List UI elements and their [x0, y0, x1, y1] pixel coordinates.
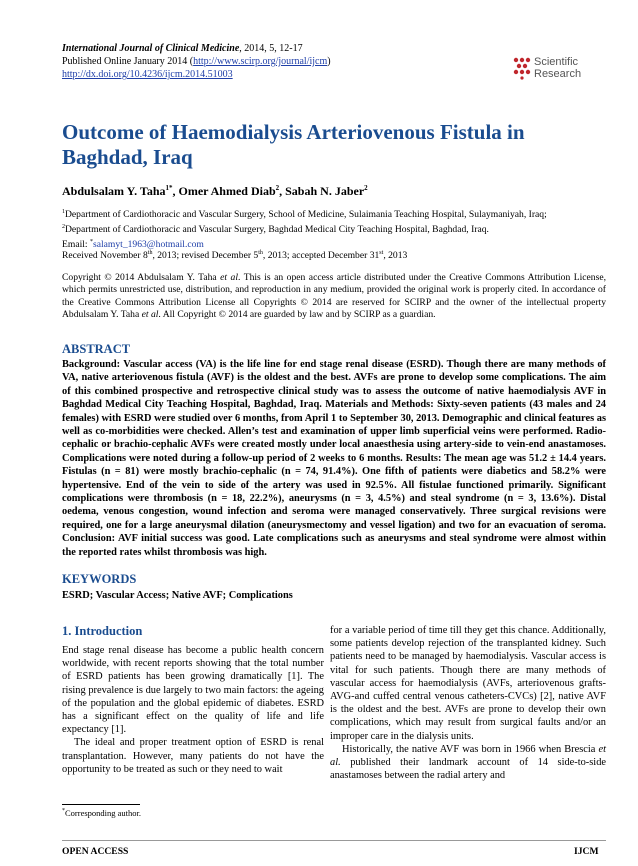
- revised-text: , 2013; revised December 5: [152, 250, 259, 262]
- journal-header: [62, 42, 331, 81]
- author-name: Omer Ahmed Diab: [178, 184, 276, 198]
- copyright-part: Copyright © 2014 Abdulsalam Y. Taha: [62, 272, 221, 283]
- logo-dots-icon: [512, 56, 532, 80]
- published-suffix: ): [327, 56, 331, 67]
- keywords-heading: KEYWORDS: [62, 572, 137, 586]
- footnote-divider: [62, 804, 140, 805]
- journal-url-link[interactable]: http://www.scirp.org/journal/ijcm: [193, 56, 328, 67]
- author-list: [62, 184, 368, 199]
- footnote: [62, 808, 141, 818]
- paragraph: [330, 743, 606, 783]
- abstract-text: Background: Vascular access (VA) is the life line for end stage renal disease (ESRD). Though there are many methods of VA, native arteriovenous fistula (AVF) is the oldest and the best. AVFs are prone to develop some complications. The aim of this combined prospective and retrospective clinical study was to assess the outcome of native haemodialysis AVF in Baghdad Medical City Teaching Hospital, Baghdad, Iraq. Materials and Methods: Sixty-seven patients (43 males and 24 females) with ESRD were studied over 6 months, from April 1 to September 30, 2013. Demographic and clinical features as well as co-morbidities were checked. Allen’s test and examination of upper limb superficial veins were performed. Radio-cephalic or brachio-cephalic AVFs were created mostly under local anaesthesia using artery-side to vein-end anastamoses. Complications were noted during a follow-up period of 2 weeks to 6 months. Results: The mean age was 51.2 ± 14.4 years. Fistulas (n = 81) were mostly brachio-cephalic (n = 74, 91.4%). One fifth of patients were diabetics and 58.2% were hypertensive. End of the vein to side of the artery was used in 92.5%. All fistulae functioned primarily. Significant complications were thrombosis (n = 18, 22.2%), aneurysms (n = 3, 4.5%) and steal syndrome (n = 3, 13.6%). Distal oedema, venous congestion, wound infection and seroma were managed conservatively. Three surgical revisions were required, one for a large aneurysmal dilation (aneurysmectomy and vessel ligation) and two for an evacuation of seroma. Conclusion: AVF initial success was good. Late complications such as aneurysms and steal syndrome were almost within the reported rates whilst thrombosis was high.: [62, 359, 606, 558]
- footer-divider: [62, 840, 606, 841]
- email-label: Email:: [62, 239, 90, 251]
- copyright-etal: et al: [220, 272, 239, 283]
- scientific-research-logo: [512, 54, 602, 88]
- author-name: Sabah N. Jaber: [285, 184, 365, 198]
- footnote-text: Corresponding author.: [65, 808, 142, 818]
- copyright-etal: et al: [141, 308, 159, 320]
- abstract-heading: ABSTRACT: [62, 342, 131, 356]
- published-prefix: Published Online January 2014 (: [62, 56, 194, 67]
- received-sup: th: [147, 250, 153, 256]
- received-dates: [62, 250, 407, 261]
- email-link[interactable]: salamyt_1963@hotmail.com: [92, 239, 204, 251]
- author-mark: 2: [275, 184, 280, 192]
- journal-title: International Journal of Clinical Medicine: [62, 43, 240, 54]
- logo-line2: Research: [534, 68, 582, 80]
- affiliation-text: Department of Cardiothoracic and Vascular Surgery, School of Medicine, Sulaimania Teaching Hospital, Sulaymaniyah, Iraq;: [65, 209, 547, 221]
- keywords-text: ESRD; Vascular Access; Native AVF; Complications: [62, 590, 293, 601]
- affiliations: [62, 206, 606, 252]
- accepted-sup: st: [379, 250, 384, 256]
- paragraph-etal: et al.: [330, 743, 606, 769]
- right-column: [330, 624, 606, 782]
- email-mark: *: [89, 239, 93, 246]
- affiliation-mark: 2: [62, 224, 65, 231]
- received-text: Received November 8: [62, 250, 148, 262]
- article-title: Outcome of Haemodialysis Arteriovenous Fistula in Baghdad, Iraq: [62, 120, 525, 169]
- paragraph: for a variable period of time till they get this chance. Additionally, some patients develop rejection of the transplanted kidney. Such patients need to be managed by haemodialysis. Vascular access is vital for such patients. Though there are many methods of vascular access for haemodialysis (AVFs, arteriovenous grafts-AVG-and cuffed central venous catheters-CVCs) [2], native AVF is the oldest and the best. AVFs are prone to develop their own complications, which may result from surgical faults and/or an improper care in the dialysis units.: [330, 625, 606, 742]
- author-sep: ,: [279, 184, 286, 198]
- doi-link[interactable]: http://dx.doi.org/10.4236/ijcm.2014.51003: [62, 69, 233, 80]
- paragraph: End stage renal disease has become a public health concern worldwide, with recent reports showing that the total number of ESRD patients has been growing dramatically [1]. The rising prevalence is due largely to two main factors: the ageing of the population and the global epidemic of diabetes. ESRD has a significant effect on the quality of life and life expectancy [1].: [62, 645, 324, 736]
- revised-sup: th: [258, 250, 263, 256]
- logo-line1: Scientific: [534, 56, 579, 68]
- copyright-part: . This is an open access article distributed under the Creative Commons Attribution License, which permits unrestricted use, distribution, and reproduction in any medium, provided the original work is properly cited. In accordance of the Creative Commons Attribution License all Copyrights © 2014 are reserved for SCIRP and the owner of the intellectual property Abdulsalam Y. Taha: [62, 272, 606, 320]
- intro-heading: 1. Introduction: [62, 624, 143, 638]
- copyright-part: . All Copyright © 2014 are guarded by law and by SCIRP as a guardian.: [158, 308, 436, 320]
- author-sep: ,: [172, 184, 179, 198]
- author-name: Abdulsalam Y. Taha: [62, 184, 166, 198]
- copyright-notice: [62, 272, 606, 321]
- affiliation-text: Department of Cardiothoracic and Vascular Surgery, Baghdad Medical City Teaching Hospital, Baghdad, Iraq.: [65, 224, 489, 236]
- author-mark: 2: [364, 184, 368, 192]
- affiliation-line: [62, 221, 606, 236]
- author-mark: 1*: [165, 184, 173, 192]
- paragraph: The ideal and proper treatment option of ESRD is renal transplantation. However, many patients do not have the opportunity to be treated as such or they need to wait: [62, 737, 324, 775]
- footer-journal-abbrev: IJCM: [574, 846, 599, 857]
- paragraph-part: Historically, the native AVF was born in 1966 when Brescia: [342, 743, 599, 755]
- affiliation-line: [62, 206, 606, 221]
- left-column: [62, 644, 324, 776]
- journal-issue: , 2014, 5, 12-17: [239, 43, 303, 54]
- paragraph-part: published their landmark account of 14 side-to-side anastamoses between the radial artery and: [330, 757, 606, 782]
- accepted-text: , 2013; accepted December 31: [262, 250, 380, 262]
- footnote-mark: *: [62, 808, 65, 815]
- accepted-year: , 2013: [383, 250, 408, 262]
- affiliation-mark: 1: [62, 209, 65, 215]
- footer-open-access: OPEN ACCESS: [62, 846, 129, 857]
